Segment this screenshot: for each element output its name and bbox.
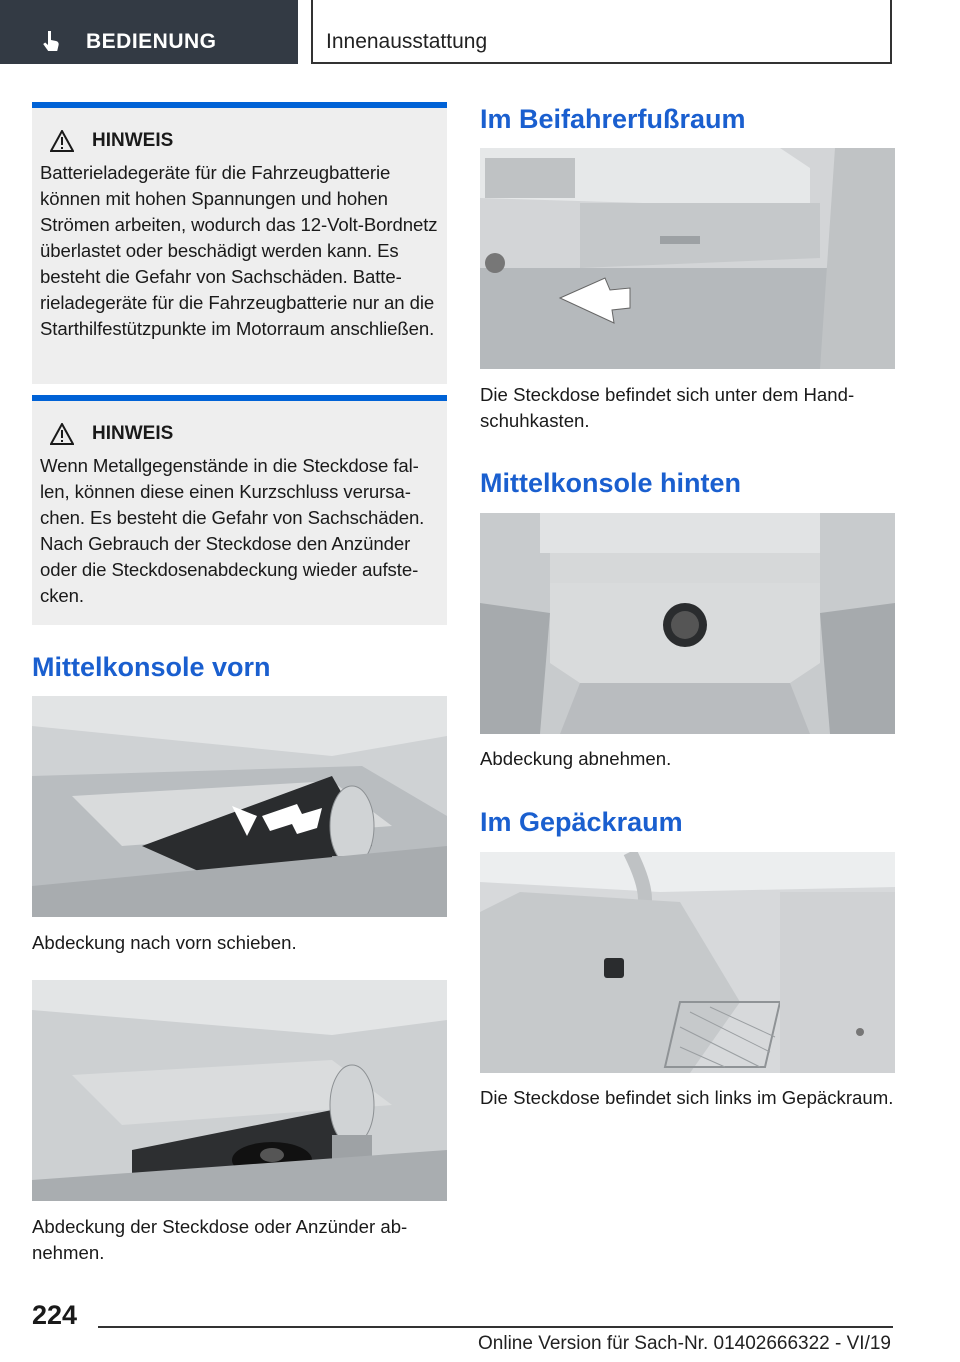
heading-front-console: Mittelkonsole vorn <box>32 652 271 682</box>
figure-front-console-slide <box>32 696 447 917</box>
notice-title: HINWEIS <box>92 423 174 444</box>
hand-pointer-icon <box>40 29 64 53</box>
chapter-title: BEDIENUNG <box>86 30 217 53</box>
heading-luggage: Im Gepäckraum <box>480 807 683 837</box>
footer-divider <box>98 1326 893 1328</box>
section-title: Innenausstattung <box>326 30 488 53</box>
caption-luggage: Die Steckdose befindet sich links im Gepäckraum. <box>480 1087 894 1108</box>
warning-icon <box>50 130 74 152</box>
notice-title-row <box>50 130 439 152</box>
figure-front-console-socket <box>32 980 447 1201</box>
page-number: 224 <box>32 1300 78 1330</box>
notice-box-1 <box>32 102 447 384</box>
notice-box-2 <box>32 395 447 625</box>
notice-title: HINWEIS <box>92 130 174 151</box>
notice-text: Batterieladegeräte für die Fahrzeugbatterie können mit hohen Spannungen und hohen Strömen arbeiten, wodurch das 12-Volt-Bordnetz überlastet oder beschädigt werden kann. Es besteht die Gefahr von Sachschäden. Batterieladegeräte für die Fahrzeugbatterie nur an die Starthilfestützpunkte im Motorraum anschließen. <box>40 162 438 339</box>
caption-front-console-1: Abdeckung nach vorn schieben. <box>32 932 297 953</box>
heading-rear-console: Mittelkonsole hinten <box>480 468 742 498</box>
chapter-tab <box>0 0 298 64</box>
online-version-note: Online Version für Sach-Nr. 01402666322 - VI/19 <box>478 1333 891 1354</box>
caption-passenger-footwell: Die Steckdose befindet sich unter dem Handschuhkasten. <box>480 384 855 431</box>
figure-passenger-footwell <box>480 148 895 369</box>
notice-title-row <box>50 423 439 445</box>
figure-rear-console <box>480 513 895 734</box>
caption-rear-console: Abdeckung abnehmen. <box>480 748 672 769</box>
figure-luggage <box>480 852 895 1073</box>
caption-front-console-2: Abdeckung der Steckdose oder Anzünder abnehmen. <box>32 1216 408 1263</box>
warning-icon <box>50 423 74 445</box>
heading-passenger-footwell: Im Beifahrerfußraum <box>480 104 746 134</box>
section-header <box>311 0 892 64</box>
notice-text: Wenn Metallgegenstände in die Steckdose fallen, können diese einen Kurzschluss verursachen. Es besteht die Gefahr von Sachschäden. Nach Gebrauch der Steckdose den Anzünder oder die Steckdosenabdeckung wieder aufstecken. <box>40 455 425 606</box>
